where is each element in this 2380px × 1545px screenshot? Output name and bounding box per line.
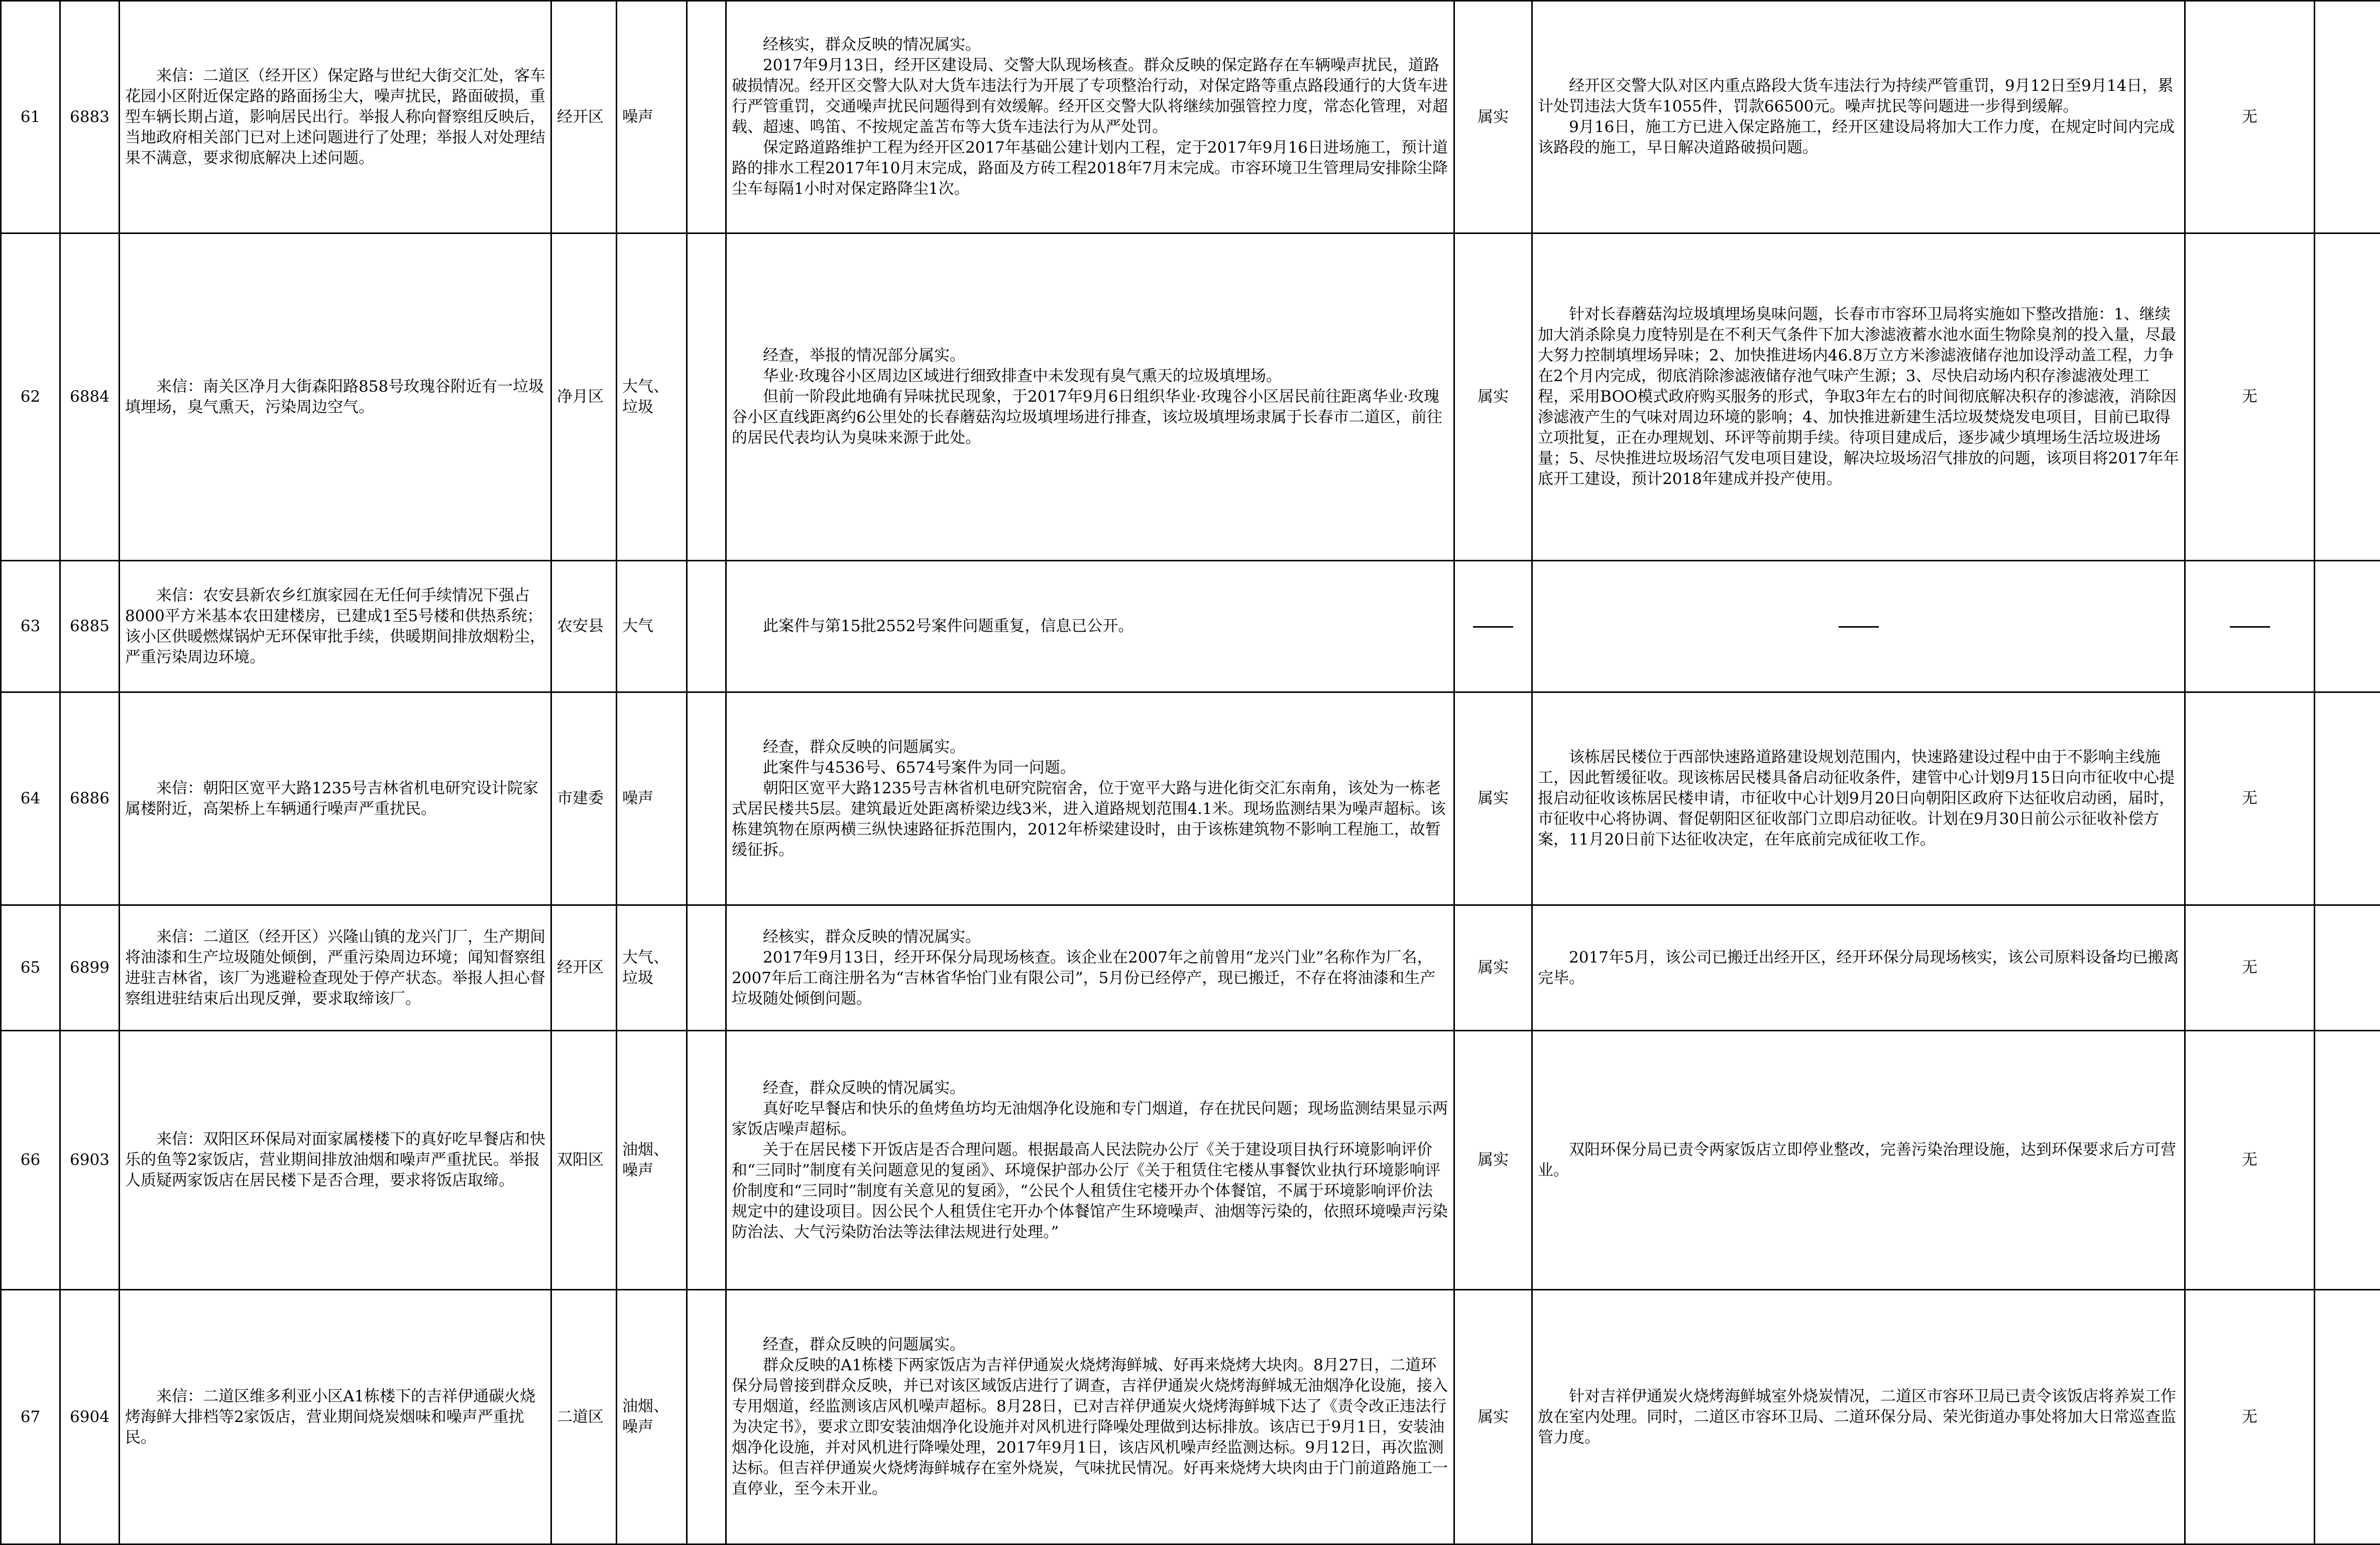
dash-mark — [1839, 626, 1879, 628]
verification-status — [1454, 561, 1532, 692]
district: 经开区 — [551, 1, 617, 233]
findings-text-paragraph: 经核实，群众反映的情况属实。 — [732, 927, 1448, 947]
complaint-text — [120, 233, 551, 561]
row-number: 61 — [1, 1, 60, 233]
findings-text-paragraph: 保定路道路维护工程为经开区2017年基础公建计划内工程，定于2017年9月16日进场施工，预计道路的排水工程2017年10月末完成，路面及方砖工程2018年7月末完成。市容环境卫生管理局安排除尘降尘车每隔1小时对保定路降尘1次。 — [732, 138, 1448, 199]
findings-text-paragraph: 经核实，群众反映的情况属实。 — [732, 35, 1448, 55]
complaint-text-paragraph: 来信：朝阳区宽平大路1235号吉林省机电研究设计院家属楼附近，高架桥上车辆通行噪声严重扰民。 — [125, 778, 545, 819]
district: 经开区 — [551, 905, 617, 1031]
complaint-text — [120, 905, 551, 1031]
rectification-text — [1532, 1290, 2185, 1544]
complaint-text — [120, 1290, 551, 1544]
accountability: 无 — [2185, 692, 2315, 905]
findings-text-paragraph: 关于在居民楼下开饭店是否合理问题。根据最高人民法院办公厅《关于建设项目执行环境影响评价和“三同时”制度有关问题意见的复函》、环境保护部办公厅《关于租赁住宅楼从事餐饮业执行环境影响评价制度和“三同时”制度有关意见的复函》，“公民个人租赁住宅楼开办个体餐馆，不属于环境影响评价法规定中的建设项目。因公民个人租赁住宅开办个体餐馆产生环境噪声、油烟等污染的，依照环境噪声污染防治法、大气污染防治法等法律法规进行处理。” — [732, 1140, 1448, 1243]
accountability: 无 — [2185, 1290, 2315, 1544]
note-cell — [2315, 233, 2380, 561]
findings-text-paragraph: 但前一阶段此地确有异味扰民现象，于2017年9月6日组织华业·玫瑰谷小区居民前往距离华业·玫瑰谷小区直线距离约6公里处的长春蘑菇沟垃圾填埋场进行排查，该垃圾填埋场隶属于长春市二道区，前往的居民代表均认为臭味来源于此处。 — [732, 387, 1448, 448]
row-number: 64 — [1, 692, 60, 905]
spacer-cell — [687, 692, 726, 905]
findings-text-paragraph: 经查，举报的情况部分属实。 — [732, 345, 1448, 366]
district: 双阳区 — [551, 1031, 617, 1290]
accountability: 无 — [2185, 1, 2315, 233]
rectification-text — [1532, 905, 2185, 1031]
row-number: 65 — [1, 905, 60, 1031]
complaint-text-paragraph: 来信：双阳区环保局对面家属楼楼下的真好吃早餐店和快乐的鱼等2家饭店，营业期间排放油烟和噪声严重扰民。举报人质疑两家饭店在居民楼下是否合理，要求将饭店取缔。 — [125, 1129, 545, 1191]
rectification-text-paragraph: 双阳环保分局已责令两家饭店立即停业整改，完善污染治理设施，达到环保要求后方可营业。 — [1538, 1140, 2179, 1181]
pollution-type: 噪声 — [617, 692, 687, 905]
note-cell — [2315, 1031, 2380, 1290]
row-number: 67 — [1, 1290, 60, 1544]
complaint-text-paragraph: 来信：南关区净月大街森阳路858号玫瑰谷附近有一垃圾填埋场，臭气熏天，污染周边空气。 — [125, 377, 545, 418]
case-id: 6886 — [60, 692, 120, 905]
pollution-type: 噪声 — [617, 1, 687, 233]
case-id: 6899 — [60, 905, 120, 1031]
complaint-text-paragraph: 来信：二道区（经开区）兴隆山镇的龙兴门厂，生产期间将油漆和生产垃圾随处倾倒，严重污染周边环境；闻知督察组进驻吉林省，该厂为逃避检查现处于停产状态。举报人担心督察组进驻结束后出现反弹，要求取缔该厂。 — [125, 927, 545, 1009]
rectification-text-paragraph: 该栋居民楼位于西部快速路道路建设规划范围内，快速路建设过程中由于不影响主线施工，因此暂缓征收。现该栋居民楼具备启动征收条件，建管中心计划9月15日向市征收中心提报启动征收该栋居民楼申请，市征收中心计划9月20日向朝阳区政府下达征收启动函，届时，市征收中心将协调、督促朝阳区征收部门立即启动征收。计划在9月30日前公示征收补偿方案，11月20日前下达征收决定，在年底前完成征收工作。 — [1538, 747, 2179, 850]
case-id: 6903 — [60, 1031, 120, 1290]
rectification-text — [1532, 692, 2185, 905]
note-cell — [2315, 1290, 2380, 1544]
verification-status: 属实 — [1454, 233, 1532, 561]
findings-text — [726, 1290, 1454, 1544]
table-row — [1, 1031, 2380, 1290]
rectification-text-paragraph: 经开区交警大队对区内重点路段大货车违法行为持续严管重罚，9月12日至9月14日，累计处罚违法大货车1055件，罚款66500元。噪声扰民等问题进一步得到缓解。 — [1538, 76, 2179, 117]
district: 市建委 — [551, 692, 617, 905]
table-row — [1, 692, 2380, 905]
table-row — [1, 561, 2380, 692]
table-row — [1, 905, 2380, 1031]
district: 农安县 — [551, 561, 617, 692]
spacer-cell — [687, 1, 726, 233]
complaint-text-paragraph: 来信：二道区维多利亚小区A1栋楼下的吉祥伊通碳火烧烤海鲜大排档等2家饭店，营业期间烧炭烟味和噪声严重扰民。 — [125, 1386, 545, 1448]
findings-text-paragraph: 华业·玫瑰谷小区周边区域进行细致排查中未发现有臭气熏天的垃圾填埋场。 — [732, 366, 1448, 387]
row-number: 66 — [1, 1031, 60, 1290]
findings-text-paragraph: 此案件与第15批2552号案件问题重复，信息已公开。 — [732, 616, 1448, 637]
rectification-text — [1532, 1031, 2185, 1290]
findings-text — [726, 233, 1454, 561]
pollution-type: 油烟、噪声 — [617, 1290, 687, 1544]
findings-text — [726, 905, 1454, 1031]
table-row — [1, 1290, 2380, 1544]
rectification-text-paragraph: 针对吉祥伊通炭火烧烤海鲜城室外烧炭情况，二道区市容环卫局已责令该饭店将养炭工作放在室内处理。同时，二道区市容环卫局、二道环保分局、荣光街道办事处将加大日常巡查监管力度。 — [1538, 1386, 2179, 1448]
complaint-text — [120, 1031, 551, 1290]
rectification-text-paragraph: 针对长春蘑菇沟垃圾填埋场臭味问题，长春市市容环卫局将实施如下整改措施：1、继续加大消杀除臭力度特别是在不利天气条件下加大渗滤液蓄水池水面生物除臭剂的投入量，尽最大努力控制填埋场异味；2、加快推进场内46.8万立方米渗滤液储存池加设浮动盖工程，力争在2个月内完成，彻底消除渗滤液储存池气味产生源；3、尽快启动场内积存渗滤液处理工程，采用BOO模式政府购买服务的形式，争取3年左右的时间彻底解决积存的渗滤液，消除因渗滤液产生的气味对周边环境的影响；4、加快推进新建生活垃圾焚烧发电项目，目前已取得立项批复，正在办理规划、环评等前期手续。待项目建成后，逐步减少填埋场生活垃圾进场量；5、尽快推进垃圾场沼气发电项目建设，解决垃圾场沼气排放的问题，该项目将2017年年底开工建设，预计2018年建成并投产使用。 — [1538, 304, 2179, 490]
verification-status: 属实 — [1454, 905, 1532, 1031]
findings-text-paragraph: 经查，群众反映的问题属实。 — [732, 737, 1448, 758]
case-id: 6884 — [60, 233, 120, 561]
findings-text-paragraph: 群众反映的A1栋楼下两家饭店为吉祥伊通炭火烧烤海鲜城、好再来烧烤大块肉。8月27日，二道环保分局曾接到群众反映，并已对该区域饭店进行了调查，吉祥伊通炭火烧烤海鲜城无油烟净化设施，接入专用烟道，经监测该店风机噪声超标。8月28日，已对吉祥伊通炭火烧烤海鲜城下达了《责令改正违法行为决定书》，要求立即安装油烟净化设施并对风机进行降噪处理做到达标排放。该店已于9月1日，安装油烟净化设施，并对风机进行降噪处理，2017年9月1日，该店风机噪声经监测达标。9月12日，再次监测达标。但吉祥伊通炭火烧烤海鲜城存在室外烧炭，气味扰民情况。好再来烧烤大块肉由于门前道路施工一直停业，至今未开业。 — [732, 1355, 1448, 1499]
rectification-text — [1532, 233, 2185, 561]
dash-mark — [2230, 626, 2270, 628]
spacer-cell — [687, 905, 726, 1031]
findings-text — [726, 561, 1454, 692]
table-body — [1, 1, 2380, 1544]
note-cell — [2315, 905, 2380, 1031]
complaint-text — [120, 692, 551, 905]
complaint-text — [120, 1, 551, 233]
note-cell — [2315, 692, 2380, 905]
rectification-text — [1532, 561, 2185, 692]
pollution-type: 大气、垃圾 — [617, 905, 687, 1031]
table-row — [1, 1, 2380, 233]
verification-status: 属实 — [1454, 1290, 1532, 1544]
note-cell — [2315, 1, 2380, 233]
accountability: 无 — [2185, 1031, 2315, 1290]
row-number: 63 — [1, 561, 60, 692]
findings-text — [726, 692, 1454, 905]
accountability: 无 — [2185, 905, 2315, 1031]
verification-status: 属实 — [1454, 692, 1532, 905]
accountability — [2185, 561, 2315, 692]
findings-text-paragraph: 经查，群众反映的问题属实。 — [732, 1335, 1448, 1355]
district: 二道区 — [551, 1290, 617, 1544]
pollution-type: 大气 — [617, 561, 687, 692]
complaint-text — [120, 561, 551, 692]
pollution-type: 大气、垃圾 — [617, 233, 687, 561]
findings-text-paragraph: 朝阳区宽平大路1235号吉林省机电研究院宿舍，位于宽平大路与进化街交汇东南角，该处为一栋老式居民楼共5层。建筑最近处距离桥梁边线3米，进入道路规划范围4.1米。现场监测结果为噪声超标。该栋建筑物在原两横三纵快速路征拆范围内，2012年桥梁建设时，由于该栋建筑物不影响工程施工，故暂缓征拆。 — [732, 778, 1448, 861]
spacer-cell — [687, 561, 726, 692]
row-number: 62 — [1, 233, 60, 561]
rectification-text — [1532, 1, 2185, 233]
spacer-cell — [687, 233, 726, 561]
verification-status: 属实 — [1454, 1, 1532, 233]
note-cell — [2315, 561, 2380, 692]
findings-text-paragraph: 真好吃早餐店和快乐的鱼烤鱼坊均无油烟净化设施和专门烟道，存在扰民问题；现场监测结果显示两家饭店噪声超标。 — [732, 1099, 1448, 1140]
district: 净月区 — [551, 233, 617, 561]
rectification-text-paragraph: 9月16日，施工方已进入保定路施工，经开区建设局将加大工作力度，在规定时间内完成该路段的施工，早日解决道路破损问题。 — [1538, 117, 2179, 158]
findings-text-paragraph: 此案件与4536号、6574号案件为同一问题。 — [732, 758, 1448, 778]
rectification-text-paragraph: 2017年5月，该公司已搬迁出经开区，经开环保分局现场核实，该公司原料设备均已搬离完毕。 — [1538, 947, 2179, 989]
spacer-cell — [687, 1290, 726, 1544]
case-id: 6883 — [60, 1, 120, 233]
findings-text-paragraph: 2017年9月13日，经开区建设局、交警大队现场核查。群众反映的保定路存在车辆噪声扰民，道路破损情况。经开区交警大队对大货车违法行为开展了专项整治行动，对保定路等重点路段通行的大货车进行严管重罚，交通噪声扰民问题得到有效缓解。经开区交警大队将继续加强管控力度，常态化管理，对超载、超速、鸣笛、不按规定盖苫布等大货车违法行为从严处罚。 — [732, 55, 1448, 138]
findings-text — [726, 1031, 1454, 1290]
verification-status: 属实 — [1454, 1031, 1532, 1290]
complaint-text-paragraph: 来信：农安县新农乡红旗家园在无任何手续情况下强占8000平方米基本农田建楼房，已建成1至5号楼和供热系统；该小区供暖燃煤锅炉无环保审批手续，供暖期间排放烟粉尘，严重污染周边环境。 — [125, 585, 545, 668]
pollution-type: 油烟、噪声 — [617, 1031, 687, 1290]
findings-text — [726, 1, 1454, 233]
case-id: 6904 — [60, 1290, 120, 1544]
findings-text-paragraph: 2017年9月13日，经开环保分局现场核查。该企业在2007年之前曾用“龙兴门业”名称作为厂名，2007年后工商注册名为“吉林省华怡门业有限公司”，5月份已经停产，现已搬迁，不存在将油漆和生产垃圾随处倾倒问题。 — [732, 947, 1448, 1009]
table-row — [1, 233, 2380, 561]
dash-mark — [1473, 626, 1513, 628]
accountability: 无 — [2185, 233, 2315, 561]
spacer-cell — [687, 1031, 726, 1290]
findings-text-paragraph: 经查，群众反映的情况属实。 — [732, 1078, 1448, 1099]
case-id: 6885 — [60, 561, 120, 692]
complaint-text-paragraph: 来信：二道区（经开区）保定路与世纪大街交汇处，客车花园小区附近保定路的路面扬尘大，噪声扰民，路面破损，重型车辆长期占道，影响居民出行。举报人称向督察组反映后，当地政府相关部门已对上述问题进行了处理；举报人对处理结果不满意，要求彻底解决上述问题。 — [125, 66, 545, 169]
